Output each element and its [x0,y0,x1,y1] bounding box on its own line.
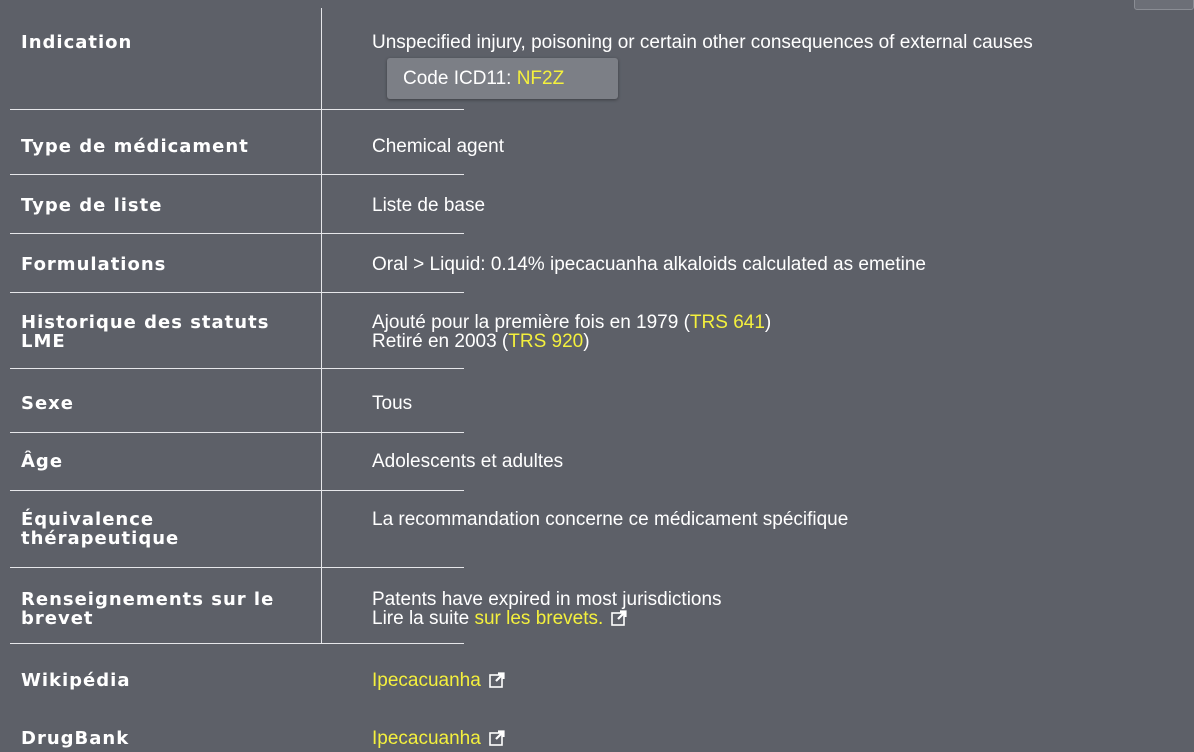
code-prefix: Code ICD11: [403,68,517,89]
type-liste-value: Liste de base [372,195,486,216]
historique-text: Retiré en 2003 ( [372,331,509,352]
trs-920-link[interactable]: TRS 920 [508,331,584,352]
drugbank-value [372,729,505,748]
indication-value: Unspecified injury, poisoning or certain other consequences of external causes [372,32,1033,53]
age-label: Âge [21,451,64,472]
sexe-label: Sexe [21,393,74,414]
age-value: Adolescents et adultes [372,451,564,472]
row-divider [10,490,464,491]
type-medicament-value: Chemical agent [372,136,505,157]
external-link-icon[interactable] [611,610,627,626]
brevet-text: Lire la suite [372,608,475,629]
row-divider [10,567,464,568]
column-divider [321,8,322,643]
historique-text: ) [764,312,772,333]
row-divider [10,643,464,644]
type-medicament-label: Type de médicament [21,136,249,157]
brevet-line-1: Patents have expired in most jurisdictions [372,589,722,610]
historique-line-2 [372,332,590,351]
sexe-value: Tous [372,393,413,414]
historique-label: Historique des statuts LME [21,312,270,352]
drugbank-link[interactable]: Ipecacuanha [372,728,481,749]
wikipedia-value [372,671,505,690]
historique-text: Ajouté pour la première fois en 1979 ( [372,312,690,333]
equivalence-label: Équivalence thérapeutique [21,509,180,549]
historique-text: ) [583,331,590,352]
formulations-label: Formulations [21,254,167,275]
equivalence-value: La recommandation concerne ce médicament spécifique [372,509,849,530]
wikipedia-link[interactable]: Ipecacuanha [372,670,481,691]
brevets-link[interactable]: sur les brevets. [474,608,604,629]
row-divider [10,292,464,293]
corner-tab[interactable] [1134,0,1194,10]
external-link-icon[interactable] [489,730,505,746]
historique-line-1 [372,313,771,332]
brevet-label: Renseignements sur le brevet [21,589,275,629]
indication-label: Indication [21,32,133,53]
formulations-value: Oral > Liquid: 0.14% ipecacuanha alkaloids calculated as emetine [372,254,926,275]
external-link-icon[interactable] [489,672,505,688]
icd11-code-badge[interactable] [387,58,618,99]
trs-641-link[interactable]: TRS 641 [689,312,765,333]
icd11-code-link[interactable]: NF2Z [516,68,565,89]
brevet-line-2 [372,609,627,628]
row-divider [10,233,464,234]
row-divider [10,368,464,369]
row-divider [10,109,464,110]
wikipedia-label: Wikipédia [21,670,131,691]
drugbank-label: DrugBank [21,728,130,749]
row-divider [10,174,464,175]
type-liste-label: Type de liste [21,195,163,216]
row-divider [10,432,464,433]
